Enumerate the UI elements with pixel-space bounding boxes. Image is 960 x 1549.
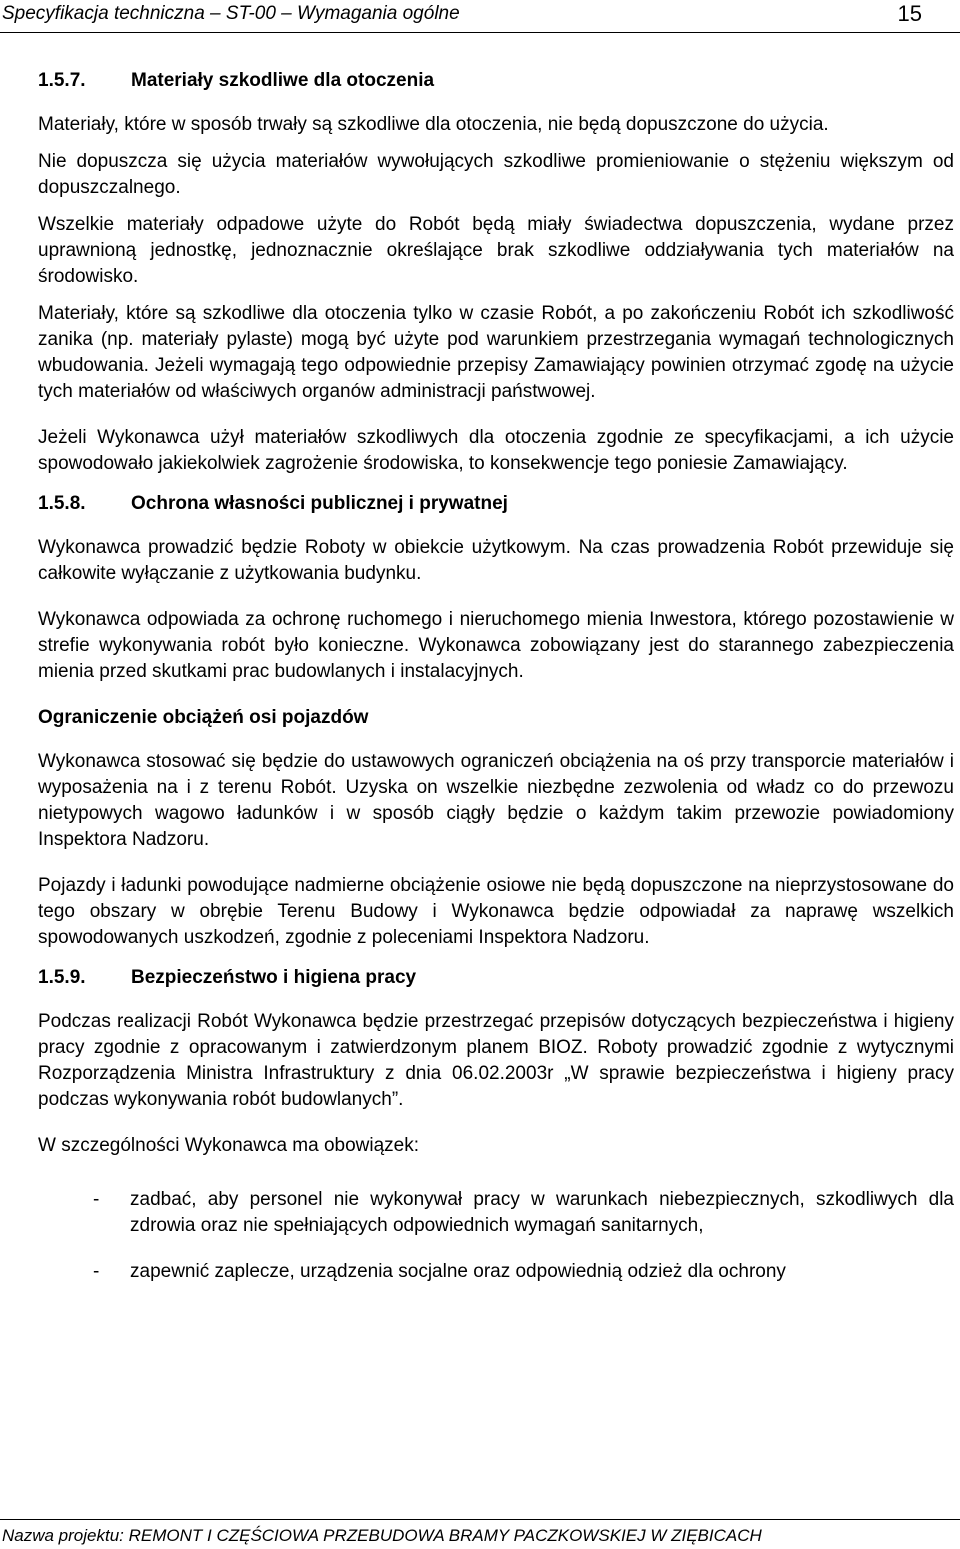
project-name: Nazwa projektu: REMONT I CZĘŚCIOWA PRZEBUDOWA BRAMY PACZKOWSKIEJ W ZIĘBICACH	[2, 1526, 762, 1545]
page-number: 15	[897, 1, 922, 26]
paragraph: W szczególności Wykonawca ma obowiązek:	[38, 1135, 420, 1156]
list-item-text: zapewnić zaplecze, urządzenia socjalne oraz odpowiednią odzież dla ochrony	[130, 1261, 786, 1282]
list-marker: -	[93, 1261, 100, 1282]
list-item-text: zadbać, aby personel nie wykonywał pracy w warunkach niebezpiecznych, szkodliwych dla zdrowia oraz nie spełniających odpowiednich wymagań sanitarnych,	[130, 1189, 954, 1236]
paragraph: Wykonawca odpowiada za ochronę ruchomego i nieruchomego mienia Inwestora, którego pozostawienie w strefie wykonywania robót było konieczne. Wykonawca zobowiązany jest do starannego zabezpieczenia mienia przed skutkami prac budowlanych i instalacyjnych.	[38, 609, 954, 682]
paragraph: Podczas realizacji Robót Wykonawca będzie przestrzegać przepisów dotyczących bezpieczeństwa i higieny pracy zgodnie z opracowanym i zatwierdzonym planem BIOZ. Roboty prowadzić zgodnie z wytycznymi Rozporządzenia Ministra Infrastruktury z dnia 06.02.2003r „W sprawie bezpieczeństwa i higieny pracy podczas wykonywania robót budowlanych”.	[38, 1011, 954, 1110]
page-header	[0, 0, 960, 33]
obligations-list	[38, 1187, 954, 1285]
section-title: Materiały szkodliwe dla otoczenia	[131, 70, 435, 91]
paragraph: Nie dopuszcza się użycia materiałów wywołujących szkodliwe promieniowanie o stężeniu większym od dopuszczalnego.	[38, 151, 954, 198]
paragraph: Wszelkie materiały odpadowe użyte do Robót będą miały świadectwa dopuszczenia, wydane przez uprawnioną jednostkę, jednoznacznie określające brak szkodliwe oddziaływania tych materiałów na środowisko.	[38, 214, 954, 287]
paragraph: Jeżeli Wykonawca użył materiałów szkodliwych dla otoczenia zgodnie ze specyfikacjami, a ich użycie spowodowało jakiekolwiek zagrożenie środowiska, to konsekwencje tego poniesie Zamawiający.	[38, 427, 954, 474]
section-heading-1-5-7	[38, 68, 954, 94]
document-title: Specyfikacja techniczna – ST-00 – Wymagania ogólne	[2, 3, 460, 24]
paragraph: Materiały, które w sposób trwały są szkodliwe dla otoczenia, nie będą dopuszczone do użycia.	[38, 114, 829, 135]
subsection-heading-axle-loads: Ograniczenie obciążeń osi pojazdów	[38, 707, 369, 728]
paragraph: Wykonawca stosować się będzie do ustawowych ograniczeń obciążenia na oś przy transporcie materiałów i wyposażenia na i z terenu Robót. Uzyska on wszelkie niezbędne zezwolenia od władz co do przewozu nietypowych wagowo ładunków i w sposób ciągły będzie o każdym takim przewozie powiadomiony Inspektora Nadzoru.	[38, 751, 954, 850]
section-heading-1-5-8	[38, 491, 954, 517]
section-number: 1.5.7.	[38, 70, 86, 91]
document-body	[38, 68, 954, 1305]
section-title: Ochrona własności publicznej i prywatnej	[131, 493, 508, 514]
list-marker: -	[93, 1189, 100, 1210]
list-item	[38, 1187, 954, 1239]
section-title: Bezpieczeństwo i higiena pracy	[131, 967, 417, 988]
section-heading-1-5-9	[38, 965, 954, 991]
page-footer	[0, 1519, 960, 1549]
section-number: 1.5.8.	[38, 493, 86, 514]
paragraph: Wykonawca prowadzić będzie Roboty w obiekcie użytkowym. Na czas prowadzenia Robót przewiduje się całkowite wyłączanie z użytkowania budynku.	[38, 537, 954, 584]
paragraph: Materiały, które są szkodliwe dla otoczenia tylko w czasie Robót, a po zakończeniu Robót ich szkodliwość zanika (np. materiały pylaste) mogą być użyte pod warunkiem przestrzegania wymagań technologicznych wbudowania. Jeżeli wymagają tego odpowiednie przepisy Zamawiający powinien otrzymać zgodę na użycie tych materiałów od właściwych organów administracji państwowej.	[38, 303, 954, 402]
paragraph: Pojazdy i ładunki powodujące nadmierne obciążenie osiowe nie będą dopuszczone na nieprzystosowane do tego obszary w obrębie Terenu Budowy i Wykonawca będzie odpowiadał za naprawę wszelkich spowodowanych uszkodzeń, zgodnie z poleceniami Inspektora Nadzoru.	[38, 875, 954, 948]
list-item	[38, 1259, 954, 1285]
section-number: 1.5.9.	[38, 967, 86, 988]
